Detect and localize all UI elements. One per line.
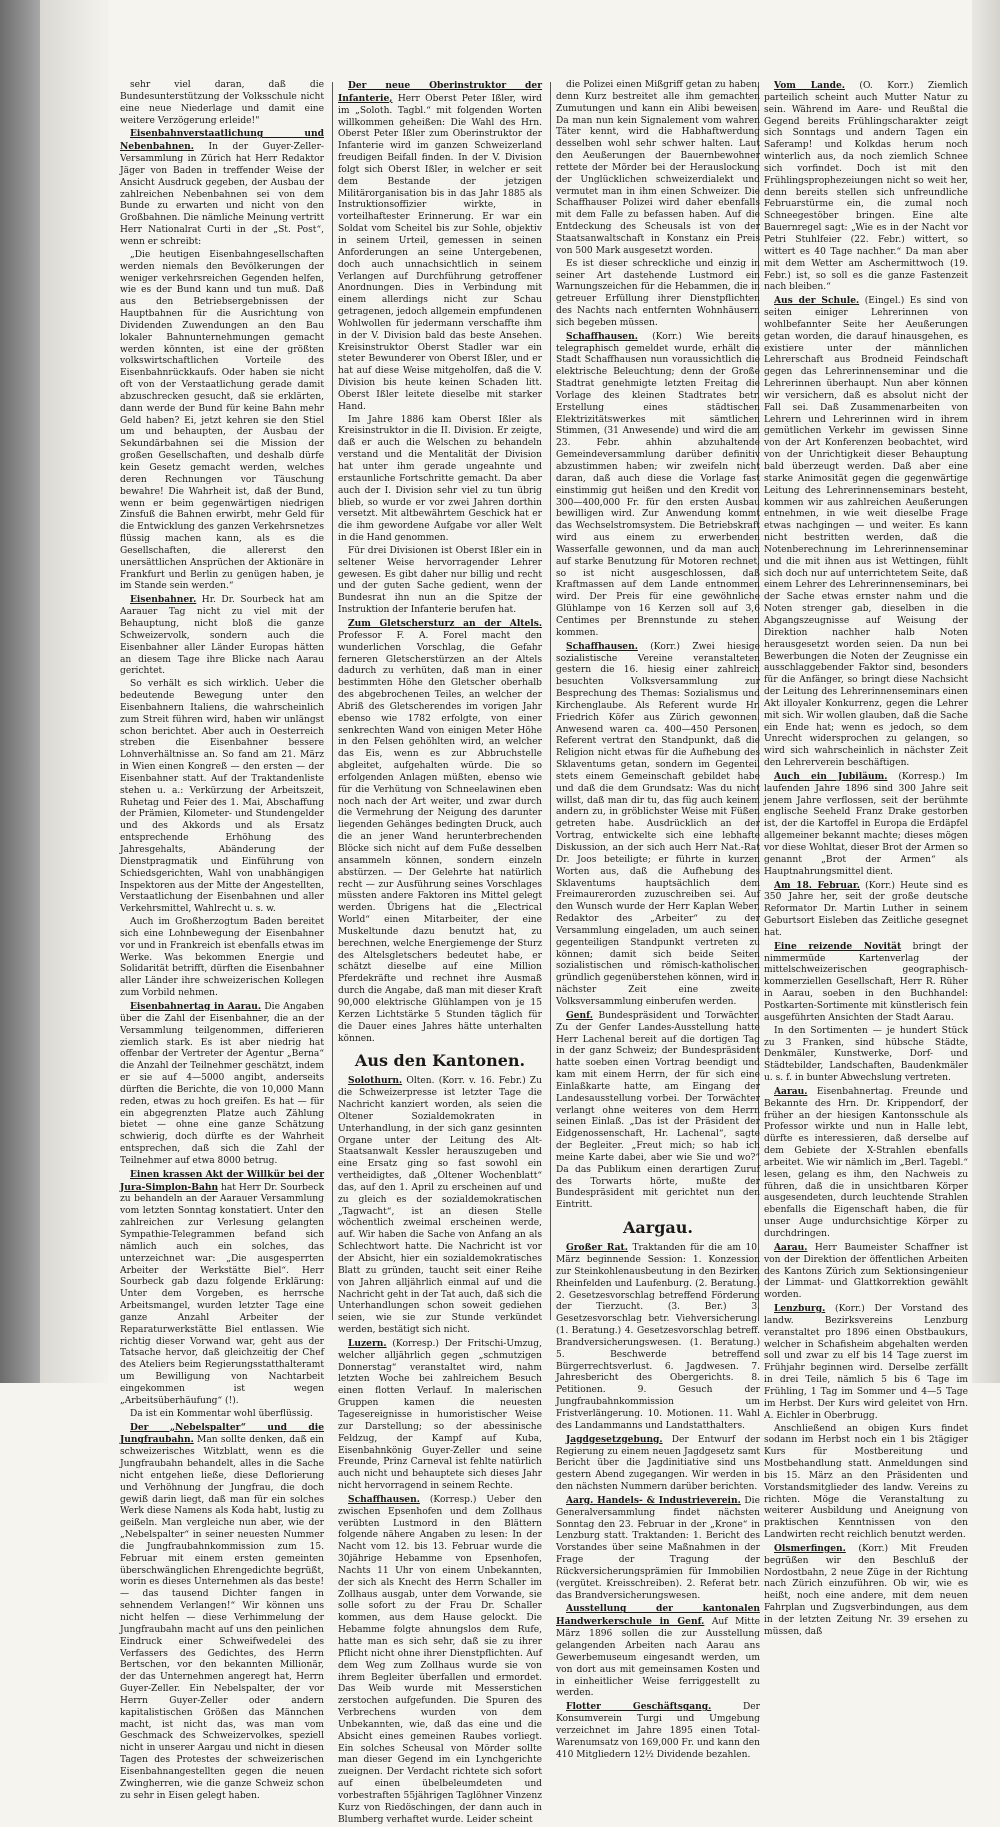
scan-binding-margin — [40, 0, 108, 1383]
article-paragraph — [556, 1603, 760, 1700]
run-in-heading: Eisenbahnverstaatlichung und Nebenbahnen. — [120, 128, 324, 153]
paragraph-text: die Polizei einen Mißgriff getan zu haben, denn Kurz bestreitet alle ihm gemachten Zumutungen und kann ein Alibi beweisen. Da man nun kein Signalement vom wahren Täter kennt, wird die Habhaftwerdung desselben wohl sehr schwer halten. Laut den Aeußerungen der Bauernbewohner rettete der Mörder bei der Herauslockung der Unglücklichen schweizerdialekt und vermutet man in ihm einen Schweizer. Die Schaffhauser Polizei wird daher ebenfalls mit dem Falle zu befassen haben. Auf die Entdeckung des Scheusals ist von der Staatsanwaltschaft in Konstanz ein Preis von 500 Mark ausgesetzt worden. — [556, 80, 760, 256]
column-rule — [332, 82, 333, 1320]
article-paragraph — [556, 331, 760, 640]
run-in-heading: Aarg. Handels- & Industrieverein. — [566, 1494, 741, 1506]
article-paragraph — [338, 1075, 542, 1337]
paragraph-text: Die Generalversammlung findet nächsten Sonntag den 23. Februar in der „Krone“ in Lenzburg statt. Traktanden: 1. Bericht des Vorstandes über seine Maßnahmen in der Frage der Tragung der Rückversicherungsprämien für Immobilien (vergütet. Kreisschreiben). 2. Referat betr. das Brandversicherungswesen. — [556, 1495, 760, 1601]
article-paragraph — [764, 295, 968, 770]
article-paragraph — [338, 415, 542, 545]
scan-right-edge — [972, 0, 1000, 1383]
run-in-heading: Am 18. Februar. — [774, 879, 860, 891]
article-paragraph — [120, 80, 324, 127]
article-paragraph — [338, 618, 542, 1045]
run-in-heading: Eine reizende Novität — [774, 940, 902, 952]
article-paragraph — [120, 1422, 324, 1803]
paragraph-text: hat Herr Dr. Sourbeck zu behandeln an der Aarauer Versammlung vom letzten Sonntag konstatiert. Unter den zahlreichen zur Verlesung gelangten Sympathie-Telegrammen befand sich nämlich auch ein solches, das unterzeichnet war: „Die ausgesperrten Arbeiter der Werkstätte Biel“. Herr Sourbeck gab dazu folgende Erklärung: Unter dem Vorgeben, es herrsche Arbeitsmangel, wurden letzter Tage eine ganze Anzahl Arbeiter der Reparaturwerkstätte Biel entlassen. Wie richtig dieser Vorwand war, geht aus der Tatsache hervor, daß gleichzeitig der Chef des Ateliers beim Regierungsstatthalteramt um Bewilligung von Nachtarbeit eingekommen ist wegen „Arbeitsüberhäufung“ (!). — [120, 1182, 324, 1406]
paragraph-text: In der Guyer-Zeller-Versammlung in Zürich hat Herr Redaktor Jäger von Baden in treffender Weise der Ansicht Ausdruck gegeben, der Ausbau der zahlreichen Nebenbahnen sei von dem Bunde zu erwarten und nicht von den Großbahnen. Die nämliche Meinung vertritt Herr Nationalrat Curti in der „St. Post“, wenn er schreibt: — [120, 142, 324, 247]
paragraph-text: Der Entwurf der Regierung zu einem neuen Jagdgesetz samt Bericht über die Jagdinitiative sind uns gestern Abend zugegangen. Wir werden in den nächsten Nummern darüber berichten. — [556, 1434, 760, 1493]
paragraph-text: Die Angaben über die Zahl der Eisenbahner, die an der Versammlung teilgenommen, differieren ziemlich stark. Es ist aber niedrig hat offenbar der Vertreter der Agentur „Berna“ die Anzahl der Teilnehmer geschätzt, indem er sie auf 4—5000 angibt, anderseits dürften die Berichte, die von 10,000 Mann reden, etwas zu hoch greifen. Es hat — für ein abgegrenzten Platze auch Zählung bietet — ohne eine ganze Schätzung schwierig, doch dürfte es der Wahrheit entsprechen, daß sich die Zahl der Teilnehmer auf etwa 8000 betrug. — [120, 1001, 324, 1166]
article-paragraph — [338, 1338, 542, 1493]
paragraph-text: Auf Mitte März 1896 sollen die zur Ausstellung gelangenden Arbeiten nach Aarau ans Gewerbemuseum eingesandt werden, um von dort aus mit gemeinsamen Kosten und in einheitlicher Weise ferriggestellt zu werden. — [556, 1617, 760, 1699]
article-paragraph — [764, 1543, 968, 1639]
paragraph-text: Anschließend an obigen Kurs findet sodann im Herbst noch ein 1 bis 2tägiger Kurs für Mostbereitung und Mostbehandlung statt. Anmeldungen sind bis 15. März an den Präsidenten und Vorstandsmitglieder des landw. Vereins zu richten. Möge die Veranstaltung zu weiterer Ausbildung und Aneignung von praktischen Kenntnissen von den Landwirten recht reichlich benutzt werden. — [764, 1423, 968, 1541]
paragraph-text: sehr viel daran, daß die Bundesunterstützung der Volksschule nicht eine neue Niederlage und damit eine weitere Verzögerung erleide!" — [120, 80, 324, 126]
run-in-heading: Solothurn. — [348, 1075, 403, 1087]
section-heading: Aus den Kantonen. — [354, 1051, 526, 1071]
paragraph-text: Auch im Großherzogtum Baden bereitet sich eine Lohnbewegung der Eisenbahner vor und in Frankreich ist ebenfalls etwas im Werke. Was bekommen Energie und Solidarität betrifft, dürften die Eisenbahner aller Länder ihre schweizerischen Kollegen zum Vorbild nehmen. — [120, 917, 324, 999]
run-in-heading: Der „Nebelspalter“ und die Jungfraubahn. — [120, 1421, 324, 1446]
article-paragraph — [120, 1169, 324, 1408]
run-in-heading: Schaffhausen. — [566, 330, 638, 342]
run-in-heading: Aarau. — [774, 1085, 808, 1097]
newspaper-page — [112, 80, 974, 1825]
article-paragraph — [556, 1495, 760, 1603]
article-paragraph — [764, 80, 968, 294]
paragraph-text: Herr Baumeister Schaffner ist von der Direktion der öffentlichen Arbeiten des Kantons Zürich zum Sektionsingenieur der Limmat- und Glattkorrektion gewählt worden. — [764, 1242, 968, 1301]
article-paragraph — [764, 1242, 968, 1302]
paragraph-text: So verhält es sich wirklich. Ueber die bedeutende Bewegung unter den Eisenbahnern Italiens, die wahrscheinlich zum Streit führen wird, haben wir unlängst schon berichtet. Aber auch in Oesterreich streben die Eisenbahner bessere Lohnverhältnisse an. So fand am 21. März in Wien einen Kongreß — den ersten — der Eisenbahner statt. Auf der Traktandenliste stehen u. a.: Verkürzung der Arbeitszeit, Ruhetag und Feier des 1. Mai, Abschaffung der Prämien, Kilometer- und Stundengelder und des Akkords und als Ersatz entsprechende Erhöhung des Jahresgehalts, Abänderung der Dienstpragmatik und Einführung von Schiedsgerichten, Wahl von unabhängigen Inspektoren aus der Mitte der Angestellten, Verstaatlichung der Eisenbahnen und aller Verkehrsmittel, Wahlrecht u. s. w. — [120, 679, 324, 915]
paragraph-text: Der Konsumverein Turgi und Umgebung verzeichnet im Jahre 1895 einen Total-Warenumsatz von 169,000 Fr. und kann den 410 Mitgliedern 12½ Dividende bezahlen. — [556, 1702, 760, 1760]
run-in-heading: Aarau. — [774, 1241, 808, 1253]
paragraph-text: Olten. (Korr. v. 16. Febr.) Zu die Schweizerpresse ist letzter Tage die Nachricht kanziert worden, als seien die Oltener Sozialdemokraten in Unterhandlung, in der sich ganz gesinnten Organe unter der Leitung des Alt-Staatsanwalt Kessler herauszugeben und eine Ersatz ging so fast sowohl ein vertheidigtes, daß „Oltener Wochenblatt“ das, auf den 1. April zu erscheinen auf und zu gleich es der sozialdemokratischen „Tagwacht“, ist an diesen Stelle wöchentlich zweimal erscheinen werde, auf. Wir haben die Sache von Anfang an als Schlechtwort hatte. Die Nachricht ist vor der Absicht, hier ein sozialdemokratisches Blatt zu gründen, taucht seit einer Reihe von Jahren alljährlich einmal auf und die Nachricht geht in der Tat auch, daß sich die Unterhandlungen schon soweit gediehen seien, wie sie zur Stunde verkündet werden, bestätigt sich nicht. — [338, 1076, 542, 1336]
article-paragraph — [556, 641, 760, 1009]
run-in-heading: Großer Rat. — [566, 1242, 628, 1254]
text-column-1 — [120, 80, 324, 1801]
article-paragraph — [764, 880, 968, 940]
paragraph-text: bringt der nimmermüde Kartenverlag der mittelschweizerischen geographisch-kommerziellen Gesellschaft, Herr R. Rüher in Aarau, soeben in den Buchhandel: Postkarten-Sortimente mit künstlerisch fein ausgeführten Ansichten der Stadt Aarau. — [764, 941, 968, 1023]
run-in-heading: Auch ein Jubiläum. — [774, 770, 888, 782]
paragraph-text: Man sollte denken, daß ein schweizerisches Witzblatt, wenn es die Jungfraubahn behandelt, alles in die Sache nicht entgehen ließe, diese Deflorierung und Verhöhnung der Jungfrau, die doch gewiß darin liegt, daß man für ein solches Werk diese Namens als Koda habt, lustig zu geißeln. Man vergleiche nun aber, wie der „Nebelspalter“ in seiner neuesten Nummer die Jungfraubahnkommission zum 15. Februar mit einem ersten gemeinten überschwänglichen Ehrengedichte begrüßt, worin es dieses Unternehmen als das beste! — das tausend Dichter fangen in sehnendem Verlangen!“ Wir können uns nicht helfen — diese Verhimmelung der Jungfraubahn macht auf uns den peinlichen Eindruck einer Schweifwedelei des Verfassers des Gedichtes, des Herrn Bertschen, vor den bekannten Millionär, der das Unternehmen angeregt hat, Herrn Guyer-Zeller. Ein Nebelspalter, der vor Herrn Guyer-Zeller oder andern kapitalistischen Größen das Männchen macht, ist nicht das, was man vom Geschmack des Schweizervolkes, speziell nicht in unserer Aargau und nicht in diesen Tagen des Protestes der schweizerischen Eisenbahnangestellten gegen die neuen Zwingherren, wie die ganze Schweiz schon zu sehr in Eisen gelegt haben. — [120, 1435, 324, 1801]
paragraph-text: Im Jahre 1886 kam Oberst Ißler als Kreisinstruktor in die II. Division. Er zeigte, daß er auch die Welschen zu behandeln verstand und die Mentalität der Division hat unter ihm gerade ungeahnte und erstaunliche Fortschritte gemacht. Da aber auch der I. Division sehr viel zu tun übrig blieb, so wurde er vor zwei Jahren dorthin versetzt. Mit altbewährtem Geschick hat er die ihm gewordene Aufgabe vor aller Welt in die Hand genommen. — [338, 414, 542, 544]
article-paragraph — [764, 1303, 968, 1422]
paragraph-text: In den Sortimenten — je hundert Stück zu 3 Franken, sind hübsche Städte, Denkmäler, Kunstwerke, Dorf- und Städtebilder, Landschaften, Baudenkmäler u. s. f. in bunter Abwechslung vertreten. — [764, 1025, 968, 1084]
run-in-heading: Ausstellung der kantonalen Handwerkerschule in Genf. — [556, 1603, 760, 1628]
paragraph-text: Hr. Dr. Sourbeck hat am Aarauer Tag nicht zu viel mit der Behauptung, nicht bloß die ganze Schweizervolk, sondern auch die Eisenbahner aller Länder Europas hätten an diesem Tage ihre Blicke nach Aarau gerichtet. — [120, 595, 324, 677]
article-paragraph — [764, 1026, 968, 1085]
run-in-heading: Schaffhausen. — [348, 1493, 420, 1505]
paragraph-text: Es ist dieser schreckliche und einzig in seiner Art dastehende Lustmord ein Warnungszeichen für die Hebammen, die in getreuer Erfüllung ihrer Dienstpflichten des Nachts nach entfernten Wohnhäusern sich begeben müssen. — [556, 258, 760, 328]
article-paragraph — [338, 80, 542, 414]
article-paragraph — [764, 941, 968, 1025]
paragraph-text: (Korr.) Heute sind es 350 Jahre her, seit der große deutsche Reformator Dr. Martin Luther in seinem Geburtsort Eisleben das Zeitliche gesegnet hat. — [764, 880, 968, 938]
paragraph-text: (Eingel.) Es sind von seiten einiger Lehrerinnen von wohlbefannter Seite her Aeußerungen getan worden, die darauf hinausgehen, es existiere unter der männlichen Lehrerschaft aus Brodneid Feindschaft gegen das Lehrerinnenseminar und die Lehrerinnen überhaupt. Nun aber können wir versichern, daß es absolut nicht der Fall sei. Daß Zusammenarbeiten von Lehrern und Lehrerinnen wird in ihrem gemütlichen Verkehr im gewissen Sinne von der Art Konferenzen beobachtet, wird von der Unrichtigkeit dieser Behauptung bald überzeugt werden. Daß aber eine starke Animosität gegen die gegenwärtige Leitung des Lehrerinnenseminars besteht, kommen wir aus zahlreichen Aeußerungen entnehmen, in wie weit dieselbe Frage etwas nachgingen — und weiter. Es kann nicht bestritten werden, daß die Notenberechnung im Lehrerinnenseminar und die mit ihnen aus ist Wettingen, fühlt sich doch nur auf unterrichtetem Seite, daß einem Lehrer des Lehrerinnenseminars, bei der Sache etwas ernster nahm und die Noten strenger gab, dieselben in die Abgangszeugnisse auf Weisung der Direktion nachher halb Noten herausgesetzt worden seien. Da nun bei Bewerbungen die Noten der Zeugnisse ein ausschlaggebender Faktor sind, besonders für die Anfänger, so bringt diese Nachsicht der Leitung des Lehrerinnenseminars einen Akt illoyaler Konkurrenz, gegen die Lehrer mit sich. Wir wollen glauben, daß die Sache ein Ende hat; wenn es jedoch, so dem Unrecht widersprochen zu gelangen, so wird sich wahrscheinlich in nächster Zeit den Lehrerverein beschäftigen. — [764, 296, 968, 769]
run-in-heading: Einen krassen Akt der Willkür bei der Jura-Simplon-Bahn — [120, 1168, 324, 1193]
article-paragraph — [556, 1010, 760, 1212]
article-paragraph — [120, 1001, 324, 1168]
run-in-heading: Olsmerfingen. — [774, 1542, 846, 1554]
article-paragraph — [764, 1086, 968, 1241]
run-in-heading: Flotter Geschäftsgang. — [566, 1701, 712, 1713]
article-paragraph — [556, 80, 760, 258]
article-paragraph — [556, 259, 760, 330]
scan-dark-edge — [0, 0, 40, 1383]
article-paragraph — [120, 917, 324, 1000]
paragraph-text: „Die heutigen Eisenbahngesellschaften werden niemals den Bevölkerungen der weniger verkehrsreichen Gegenden helfen, wie es der Bund kann und tun muß. Daß aus den Betriebsergebnissen der Hauptbahnen für die Ausrichtung von Dividenden Zuwendungen an den Bau lokaler Bahnunternehmungen gemacht werden könnten, ist eine der größten volkswirtschaftlichen Vorteile des Eisenbahnrückkaufs. Oder haben sie nicht oft von der Verstaatlichung gerade damit abzuschrecken gesucht, daß sie erklärten, dann werde der Bund für keine Bahn mehr Geld haben? Ei, jetzt kehren sie den Stiel um und behaupten, der Ausbau der Sekundärbahnen sei die Mission der großen Gesellschaften, und deshalb dürfe kein Gesetz gemacht werden, welches deren Rechnungen vor Täuschung bewahre! Die Wahrheit ist, daß der Bund, wenn er beim gegenwärtigen niedrigen Zinsfuß die Bahnen erwirbt, mehr Geld für die Entwicklung des ganzen Verkehrsnetzes flüssig machen kann, als es die Gesellschaften, die allererst den unersättlichen Ansprüchen der Aktionäre in Frankfurt und Berlin zu genügen haben, je im Stande sein werden.“ — [120, 249, 324, 592]
article-paragraph — [120, 594, 324, 678]
run-in-heading: Eisenbahnertag in Aarau. — [130, 1000, 262, 1012]
article-paragraph — [120, 679, 324, 916]
run-in-heading: Luzern. — [348, 1337, 387, 1349]
run-in-heading: Lenzburg. — [774, 1303, 826, 1315]
section-heading: Aargau. — [623, 1218, 693, 1238]
text-column-2 — [338, 80, 542, 1825]
article-paragraph — [556, 1242, 760, 1433]
paragraph-text: Eisenbahnertag. Freunde und Bekannte des Hrn. Dr. Krippendorf, der früher an der hiesigen Kantonsschule als Professor wirkte und nun in Halle lebt, dürfte es interessieren, daß derselbe auf dem Gebiete der X-Strahlen ebenfalls arbeitet. Wie wir nämlich im „Berl. Tagebl.“ lesen, gelang es ihm, den Nachweis zu führen, daß die in unsichtbaren Körper ausgesendeten, durch leuchtende Strahlen ebenfalls die Eigenschaft haben, die für unser Auge undurchsichtige Körper zu durchdringen. — [764, 1086, 968, 1239]
article-paragraph — [338, 546, 542, 617]
paragraph-text: (Korresp.) Im laufenden Jahre 1896 sind 300 Jahre seit jenem Jahre verflossen, seit der berühmte englische Seeheld Franz Drake gestorben ist, der die Kartoffel in Europa die Erdäpfel allgemeiner bekannt machte; dieses mögen vor diese Wohltat, dieser Brot der Armen so genannt „Brot der Armen“ als Hauptnahrungsmittel dient. — [764, 771, 968, 877]
article-paragraph — [120, 1409, 324, 1421]
paragraph-text: Professor F. A. Forel macht den wunderlichen Vorschlag, die Gefahr ferneren Gletscherstürzen an der Altels dadurch zu verhüten, daß man in einer bestimmten Höhe den Gletscher oberhalb des abgebrochenen Teiles, an welcher der Abriß des Gletscherendes im vorigen Jahr ebenso wie 1782 erfolgte, von einer senkrechten Wand von einigen Meter Höhe in den Felsen gehöhlten wird, an welcher das Eis, wenn es zur Abbruchstelle abgleitet, aufgehalten würde. Die so erfolgenden Anlagen müßten, ebenso wie für die Verhütung von Schneelawinen eben noch nach der Art weiter, und zwar durch die Vermehrung der Neigung des darunter liegenden Gehänges bedingten Druck, auch die an jener Wand herunterbrechenden Blöcke sich nicht auf dem Fuße desselben ansammeln können, sondern einzeln abstürzen. — Der Gelehrte hat natürlich recht — zur Ausführung seines Vorschlages müssten andere Faktoren ins Mittel gelegt werden. Übrigens hat die „Electrical World“ einen Mitarbeiter, der eine Muskeltunde dazu benutzt hat, zu berechnen, welche Energiemenge der Sturz des Altelsgletschers bedeutet habe, er schätzt dieselbe auf eine Million Pferdekräfte und rechnet ihre Ausmaß durch die Angabe, daß man mit dieser Kraft 90,000 elektrische Glühlampen von je 15 Kerzen Lichtstärke 5 Stunden täglich für die Dauer eines Jahres hätte unterhalten können. — [338, 630, 542, 1044]
article-paragraph — [556, 1701, 760, 1761]
run-in-heading: Vom Lande. — [774, 80, 845, 91]
run-in-heading: Jagdgesetzgebung. — [566, 1433, 663, 1445]
paragraph-text: (O. Korr.) Ziemlich parteilich scheint auch Mutter Natur zu sein. Während im Aare- und Reußtal die Gegend bereits Frühlingscharakter zeigt sich Sonntags und andern Tagen ein Saferamp! und Kolkdas herum noch winterlich aus, da noch ziemlich Schnee sich vorfindet. Doch ist mit den Frühlingsprophezeiungen nicht so weit her, denn bereits stellen sich unfreundliche Februarstürme ein, die zumal noch Schneegestöber bringen. Eine alte Bauernregel sagt: „Wie es in der Nacht vor Petri Stuhlfeier (22. Febr.) wittert, so wittert es 40 Tage nachher.“ Da man aber mit dem Wetter am Aschermittwoch (19. Febr.) ist, so soll es die ganze Fastenzeit nach bleiben.“ — [764, 81, 968, 293]
paragraph-text: Bundespräsident und Torwächter. Zu der Genfer Landes-Ausstellung hatte Herr Lachenal bereit auf die dortigen Tag in der ganz Schweiz; der Bundespräsident hatte soeben einen Vortrag beendigt und kam mit einem Herrn, der für sich eine Einlaßkarte hatte, am Eingang der Landesausstellung vorbei. Der Torwächter verlangt ohne weiteres von dem Herrn seinen Einlaß. „Das ist der Präsident der Eidgenossenschaft, Hr. Lachenal“, sagte der Begleiter. „Freut mich; so hab ich meine Karte dabei, aber wie Sie und wo?“ Da das Publikum einen derartigen Zuruf des Torwarts hörte, mußte der Bundespräsident mit gerichtet nun den Eintritt. — [556, 1010, 760, 1211]
paragraph-text: (Korr.) Der Vorstand des landw. Bezirksvereins Lenzburg veranstaltet pro 1896 einen Obstbaukurs, welcher in Schafisheim abgehalten werden soll und zwar zu elf bis 14 Tage zuerst im Frühjahr beginnen wird. Derselbe zerfällt in drei Teile, nämlich 5 bis 6 Tage im Frühling, 1 Tag im Sommer und 4—5 Tage im Herbst. Der Kurs wird geleitet von Hrn. A. Eichler in Oberbrugg. — [764, 1304, 968, 1421]
run-in-heading: Schaffhausen. — [566, 640, 638, 652]
paragraph-text: Da ist ein Kommentar wohl überflüssig. — [130, 1408, 313, 1419]
paragraph-text: (Korr.) Wie bereits telegraphisch gemeldet wurde, erhält die Stadt Schaffhausen nun voraussichtlich die elektrische Beleuchtung; denn der Große Stadtrat genehmigte letzten Freitag die Vorlage des kleinen Stadtrates betr. Erstellung eines städtischen Elektrizitätswerkes mit sämtlichen Stimmen, (31 Anwesende) und wird die am 23. Febr. ahhin abzuhaltende Gemeindeversammlung darüber definitiv abzustimmen haben; wir zweifeln nicht daran, daß auch diese die Vorlage fast einstimmig gut heißen und den Kredit von 300—400,000 Fr. für den ersten Ausbau bewilligen wird. Zur Anwendung kommt das Wechselstromsystem. Die Betriebskraft wird aus einem zu erwerbenden Wasserfalle gewonnen, und da man auch auf starke Benutzung für Motoren rechnet, so ist nicht ausgeschlossen, daß Kraftmassen auf dem Lande entnommen wird. Der Preis für eine gewöhnliche Glühlampe von 16 Kerzen soll auf 3,6 Centimes per Brennstunde zu stehen kommen. — [556, 331, 760, 638]
text-column-3 — [556, 80, 760, 1760]
paragraph-text: (Korr.) Mit Freuden begrüßen wir den Beschluß der Nordostbahn, 2 neue Züge in der Richtung nach Zürich einzuführen. Ob wir, wie es heißt, noch eine andere, mit dem neuen Fahrplan und Zugsverbindungen, aus dem in der letzten Zeitung Nr. 39 ersehen zu müssen, daß — [764, 1543, 968, 1637]
text-column-4 — [764, 80, 968, 1637]
run-in-heading: Der neue Oberinstruktor der Infanterie, — [338, 80, 542, 104]
run-in-heading: Eisenbahner. — [130, 594, 197, 606]
article-paragraph — [764, 771, 968, 879]
paragraph-text: Traktanden für die am 10. März beginnende Session: 1. Konzession zur Steinkohlenausbeutung in den Bezirken Rheinfelden und Laufenburg. (2. Beratung.) 2. Gesetzesvorschlag betreffend Förderung der Tierzucht. (3. Ber.) 3. Gesetzesvorschlag betr. Viehversicherung. (1. Beratung.) 4. Gesetzesvorschlag betreff. Brandversicherungswesen. (1. Beratung.) 5. Beschwerde betreffend Bürgerrechtsverlust. 6. Jagdwesen. 7. Jahresbericht des Obergerichts. 8. Petitionen. 9. Gesuch der Jungfraubahnkommission um Fristverlängerung. 10. Motionen. 11. Wahl des Landammanns und Landstatthalters. — [556, 1243, 760, 1431]
article-paragraph — [120, 128, 324, 248]
paragraph-text: Für drei Divisionen ist Oberst Ißler ein in seltener Weise hervorragender Lehrer gewesen. Es gibt daher nur billig und recht und der guten Sache gedient, wenn der Bundesrat ihn nun an die Spitze der Instruktion der Infanterie berufen hat. — [338, 545, 542, 616]
run-in-heading: Genf. — [566, 1009, 593, 1021]
run-in-heading: Zum Gletschersturz an der Altels. — [348, 617, 542, 629]
article-paragraph — [556, 1434, 760, 1494]
paragraph-text: (Korr.) Zwei hiesige sozialistische Vereine veranstalteten gestern die 16. hiesig einer zahlreich besuchten Volksversammlung zur Besprechung des Themas: Sozialismus und Kirchenglaube. Als Referent wurde Hr. Friedrich Köfer aus Zürich gewonnen. Anwesend waren ca. 400—450 Personen. Referent vertrat den Standpunkt, daß die Religion nicht etwas für die Aufhebung des Sklaventums getan, sondern im Gegenteil stets einem Gemeinschaft gebildet habe und daß die dem Grundsatz: Was du nicht willst, daß man dir tu, das füg auch keinem andern zu, in gröblichster Weise mit Füßen getreten habe. Ausdrücklich an der Vortrag, entwickelte sich eine lebhafte Diskussion, an der sich auch Herr Nat.-Rat Dr. Joos beteiligte; er führte in kurzen Worten aus, daß die Aufhebung des Sklaventums hauptsächlich dem Freimaurerorden zuzuschreiben sei. Auf den Wunsch wurde der Herr Kaplan Weber, Redaktor des „Arbeiter“ zu der Versammlung eingeladen, um auch seinen gegenteiligen Standpunkt vertreten zu können; damit sich beide Seiten sozialistischen und römisch-katholischen gründlich gegenüberstehen können, wird in nächster Zeit eine zweite Volksversammlung einberufen werden. — [556, 641, 760, 1007]
run-in-heading: Aus der Schule. — [774, 295, 860, 307]
article-paragraph — [338, 1494, 542, 1827]
article-paragraph — [120, 250, 324, 593]
paragraph-text: Herr Oberst Peter Ißler, wird im „Soloth. Tagbl.“ mit folgenden Worten willkommen geheißen: Die Wahl des Hrn. Oberst Peter Ißler zum Oberinstruktor der Infanterie wird im ganzen Schweizerland freudigen Beifall finden. In der V. Division folgt sich Oberst Ißler, in welcher er seit dem Bestande der jetzigen Militärorganisation bis in das Jahr 1885 als Instruktionsoffizier wirkte, in vorteilhaftester Erinnerung. Er war ein Soldat vom Scheitel bis zur Sohle, objektiv in seinem Urteil, gemessen in seinen Anforderungen an seine Untergebenen, doch auch unnachsichtlich in seinem Verlangen auf Durchführung getroffener Anordnungen. Dies in Verbindung mit einem allerdings nicht zur Schau getragenen, jedoch allgemein empfundenen Wohlwollen für jedermann verschaffte ihm in der V. Division bald das beste Ansehen. Kreisinstruktor Oberst Stadler war ein steter Bewunderer von Oberst Ißler, und er hat auf diese Weise mitgeholfen, daß die V. Division bis heute keinen Schaden litt. Oberst Ißler leitete dieselbe mit starker Hand. — [338, 93, 542, 412]
article-paragraph — [764, 1424, 968, 1542]
column-rule — [550, 82, 551, 1320]
paragraph-text: (Korresp.) Ueber den zwischen Epsenhofen und dem Zollhaus verübten Lustmord in den Blättern folgende nähere Angaben zu lesen: In der Nacht vom 12. bis 13. Februar wurde die 30jährige Hebamme von Epsenhofen, Nachts 11 Uhr von einem Unbekannten, der sich als Knecht des Herrn Schaller im Zollhaus ausgab, unter dem Vorwande, sie solle sofort zu der Frau Dr. Schaller kommen, aus dem Hause gelockt. Die Hebamme folgte ahnungslos dem Rufe, hatte man es sich sehr, daß sie zu ihrer Pflicht nicht ohne ihrer Dienstpflichten. Auf dem Weg zum Zollhaus wurde sie von ihrem Begleiter überfallen und ermordet. Das Weib wurde mit Messerstichen zerstochen aufgefunden. Die Spuren des Verbrechens wurden von dem Unbekannten, wie, daß das eine und die Absicht eines gemeinen Raubes vorliegt. Ein solches Scheusal von Mörder sollte man dieser Gegend im ein Lynchgerichte zueignen. Der Verdacht richtete sich sofort auf einen übelbeleumdeten und vorbestraften 55jährigen Taglöhner Vinzenz Kurz von Riedöschingen, der dann auch in Blumberg verhaftet wurde. Leider scheint — [338, 1494, 542, 1825]
paragraph-text: (Korresp.) Der Fritschi-Umzug, welcher alljährlich gegen „schmutzigen Donnerstag“ veranstaltet wird, nahm letzten Woche bei zahlreichem Besuch einen flotten Verlauf. In malerischen Gruppen kamen die neuesten Tagesereignisse in humoristischer Weise zur Darstellung; so der abessinische Feldzug, der Kampf auf Kuba, Eisenbahnkönig Guyer-Zeller und seine Freunde, Prinz Carneval ist fehlte natürlich auch nicht und behauptete sich dieses Jahr nicht hervorragend in seinem Rechte. — [338, 1338, 542, 1492]
